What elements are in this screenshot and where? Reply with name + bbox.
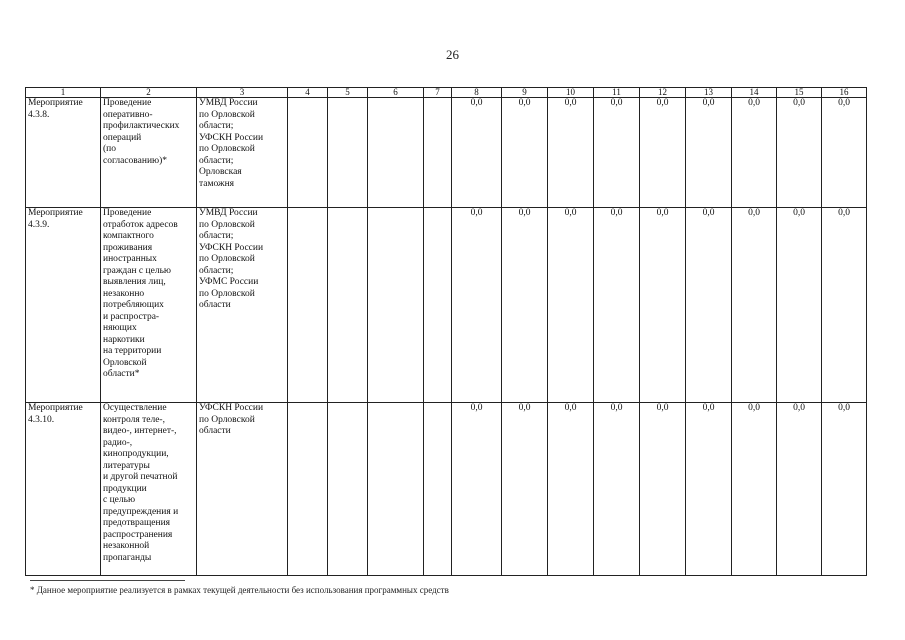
value-cell: 0,0 (640, 98, 686, 208)
measure-name-cell: Проведение отработок адресов компактного проживания иностранных граждан с целью выявления лиц, незаконно потребляющих и распростра- няющих наркотики на территории Орловской области* (101, 208, 197, 403)
empty-cell (368, 208, 424, 403)
column-number-cell: 14 (732, 88, 777, 98)
empty-cell (368, 98, 424, 208)
column-number-cell: 7 (424, 88, 452, 98)
column-number-cell: 1 (26, 88, 101, 98)
program-table (25, 87, 867, 576)
value-cell: 0,0 (822, 208, 867, 403)
column-number-cell: 4 (288, 88, 328, 98)
value-cell: 0,0 (732, 208, 777, 403)
column-number-cell: 12 (640, 88, 686, 98)
measure-code-cell: Мероприятие 4.3.8. (26, 98, 101, 208)
measure-code-cell: Мероприятие 4.3.9. (26, 208, 101, 403)
empty-cell (424, 403, 452, 576)
value-cell: 0,0 (502, 208, 548, 403)
empty-cell (328, 403, 368, 576)
empty-cell (328, 98, 368, 208)
value-cell: 0,0 (594, 208, 640, 403)
value-cell: 0,0 (452, 208, 502, 403)
value-cell: 0,0 (502, 403, 548, 576)
executor-cell: УМВД России по Орловской области; УФСКН России по Орловской области; Орловская таможня (197, 98, 288, 208)
page-number: 26 (446, 47, 459, 62)
column-number-cell: 16 (822, 88, 867, 98)
value-cell: 0,0 (777, 403, 822, 576)
footnote: * Данное мероприятие реализуется в рамках текущей деятельности без использования программных средств (30, 585, 449, 595)
empty-cell (424, 208, 452, 403)
value-cell: 0,0 (777, 208, 822, 403)
column-number-cell: 9 (502, 88, 548, 98)
value-cell: 0,0 (548, 208, 594, 403)
table-row (26, 403, 867, 576)
column-number-row (26, 88, 867, 98)
value-cell: 0,0 (686, 208, 732, 403)
column-number-cell: 2 (101, 88, 197, 98)
column-number-cell: 5 (328, 88, 368, 98)
value-cell: 0,0 (732, 403, 777, 576)
value-cell: 0,0 (686, 403, 732, 576)
value-cell: 0,0 (548, 98, 594, 208)
empty-cell (424, 98, 452, 208)
footnote-separator (30, 580, 185, 581)
value-cell: 0,0 (640, 403, 686, 576)
column-number-cell: 13 (686, 88, 732, 98)
column-number-cell: 8 (452, 88, 502, 98)
table-row (26, 98, 867, 208)
measure-code-cell: Мероприятие 4.3.10. (26, 403, 101, 576)
empty-cell (288, 403, 328, 576)
value-cell: 0,0 (548, 403, 594, 576)
empty-cell (368, 403, 424, 576)
value-cell: 0,0 (452, 98, 502, 208)
empty-cell (328, 208, 368, 403)
value-cell: 0,0 (452, 403, 502, 576)
column-number-cell: 15 (777, 88, 822, 98)
column-number-cell: 11 (594, 88, 640, 98)
value-cell: 0,0 (686, 98, 732, 208)
value-cell: 0,0 (594, 403, 640, 576)
empty-cell (288, 208, 328, 403)
column-number-cell: 10 (548, 88, 594, 98)
value-cell: 0,0 (502, 98, 548, 208)
value-cell: 0,0 (822, 98, 867, 208)
column-number-cell: 6 (368, 88, 424, 98)
column-number-cell: 3 (197, 88, 288, 98)
table-row (26, 208, 867, 403)
value-cell: 0,0 (777, 98, 822, 208)
value-cell: 0,0 (732, 98, 777, 208)
measure-name-cell: Проведение оперативно- профилактических операций (по согласованию)* (101, 98, 197, 208)
executor-cell: УМВД России по Орловской области; УФСКН России по Орловской области; УФМС России по Орловской области (197, 208, 288, 403)
value-cell: 0,0 (640, 208, 686, 403)
executor-cell: УФСКН России по Орловской области (197, 403, 288, 576)
measure-name-cell: Осуществление контроля теле-, видео-, интернет-, радио-, кинопродукции, литературы и другой печатной продукции с целью предупреждения и предотвращения распространения незаконной пропаганды (101, 403, 197, 576)
value-cell: 0,0 (822, 403, 867, 576)
value-cell: 0,0 (594, 98, 640, 208)
empty-cell (288, 98, 328, 208)
